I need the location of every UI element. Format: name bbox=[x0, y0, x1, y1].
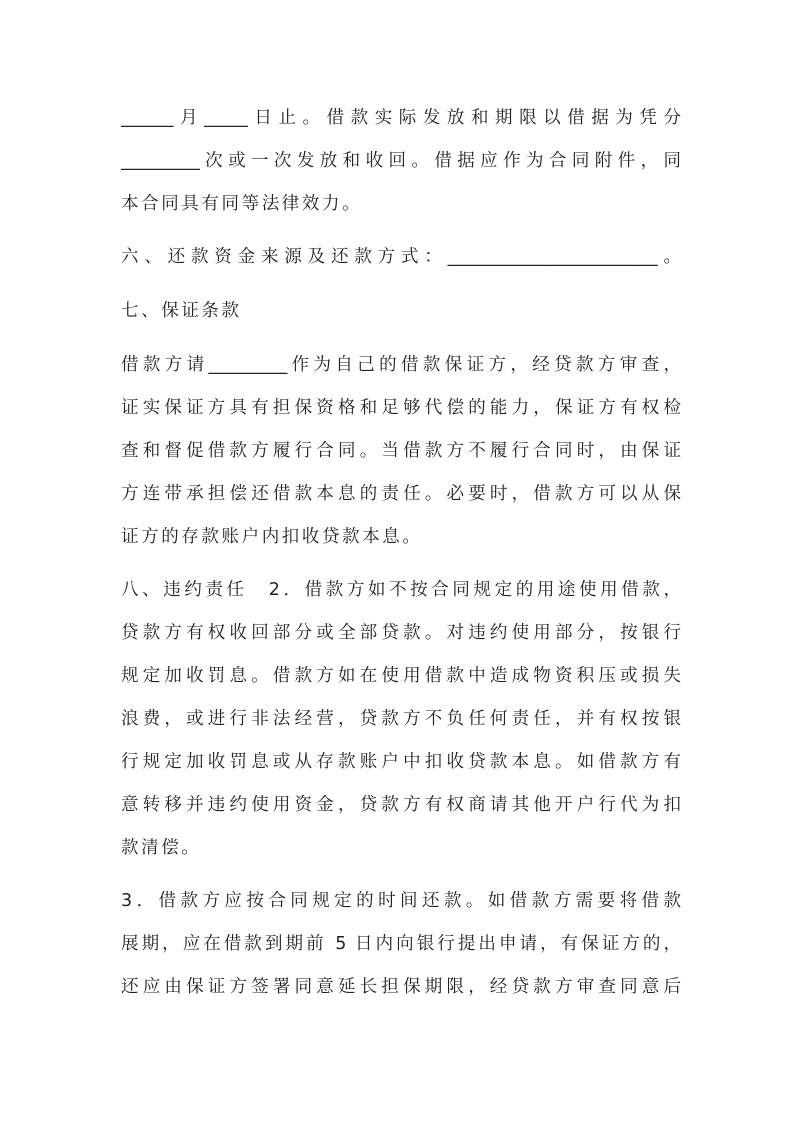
text-line: 3．借款方应按合同规定的时间还款。如借款方需要将借款 bbox=[121, 891, 681, 911]
text-line: 方连带承担偿还借款本息的责任。必要时，借款方可以从保 bbox=[121, 484, 681, 504]
text-line: 证实保证方具有担保资格和足够代偿的能力，保证方有权检 bbox=[121, 398, 681, 418]
text-line: 款清偿。 bbox=[121, 838, 202, 858]
text-line: 借款方请_________作为自己的借款保证方，经贷款方审查， bbox=[121, 355, 681, 375]
text-line: 还应由保证方签署同意延长担保期限，经贷款方审查同意后 bbox=[121, 977, 681, 997]
text-line: 本合同具有同等法律效力。 bbox=[121, 194, 363, 214]
text-line: 贷款方有权收回部分或全部贷款。对违约使用部分，按银行 bbox=[121, 623, 681, 643]
text-line: 八、违约责任 2．借款方如不按合同规定的用途使用借款， bbox=[121, 580, 681, 600]
text-line: 行规定加收罚息或从存款账户中扣收贷款本息。如借款方有 bbox=[121, 752, 681, 772]
text-line: _________次或一次发放和收回。借据应作为合同附件，同 bbox=[121, 151, 681, 171]
text-line: 展期，应在借款到期前 5 日内向银行提出申请，有保证方的， bbox=[121, 934, 681, 954]
text-line: 浪费，或进行非法经营，贷款方不负任何责任，并有权按银 bbox=[121, 709, 681, 729]
text-line: 六、还款资金来源及还款方式：________________________。 bbox=[121, 247, 681, 267]
text-line: 意转移并违约使用资金，贷款方有权商请其他开户行代为扣 bbox=[121, 795, 681, 815]
text-line: ______月_____日止。借款实际发放和期限以借据为凭分 bbox=[121, 108, 681, 128]
text-line: 规定加收罚息。借款方如在使用借款中造成物资积压或损失 bbox=[121, 666, 681, 686]
text-line: 证方的存款账户内扣收贷款本息。 bbox=[121, 527, 423, 547]
text-line: 查和督促借款方履行合同。当借款方不履行合同时，由保证 bbox=[121, 441, 681, 461]
section-heading: 七、保证条款 bbox=[121, 301, 242, 321]
